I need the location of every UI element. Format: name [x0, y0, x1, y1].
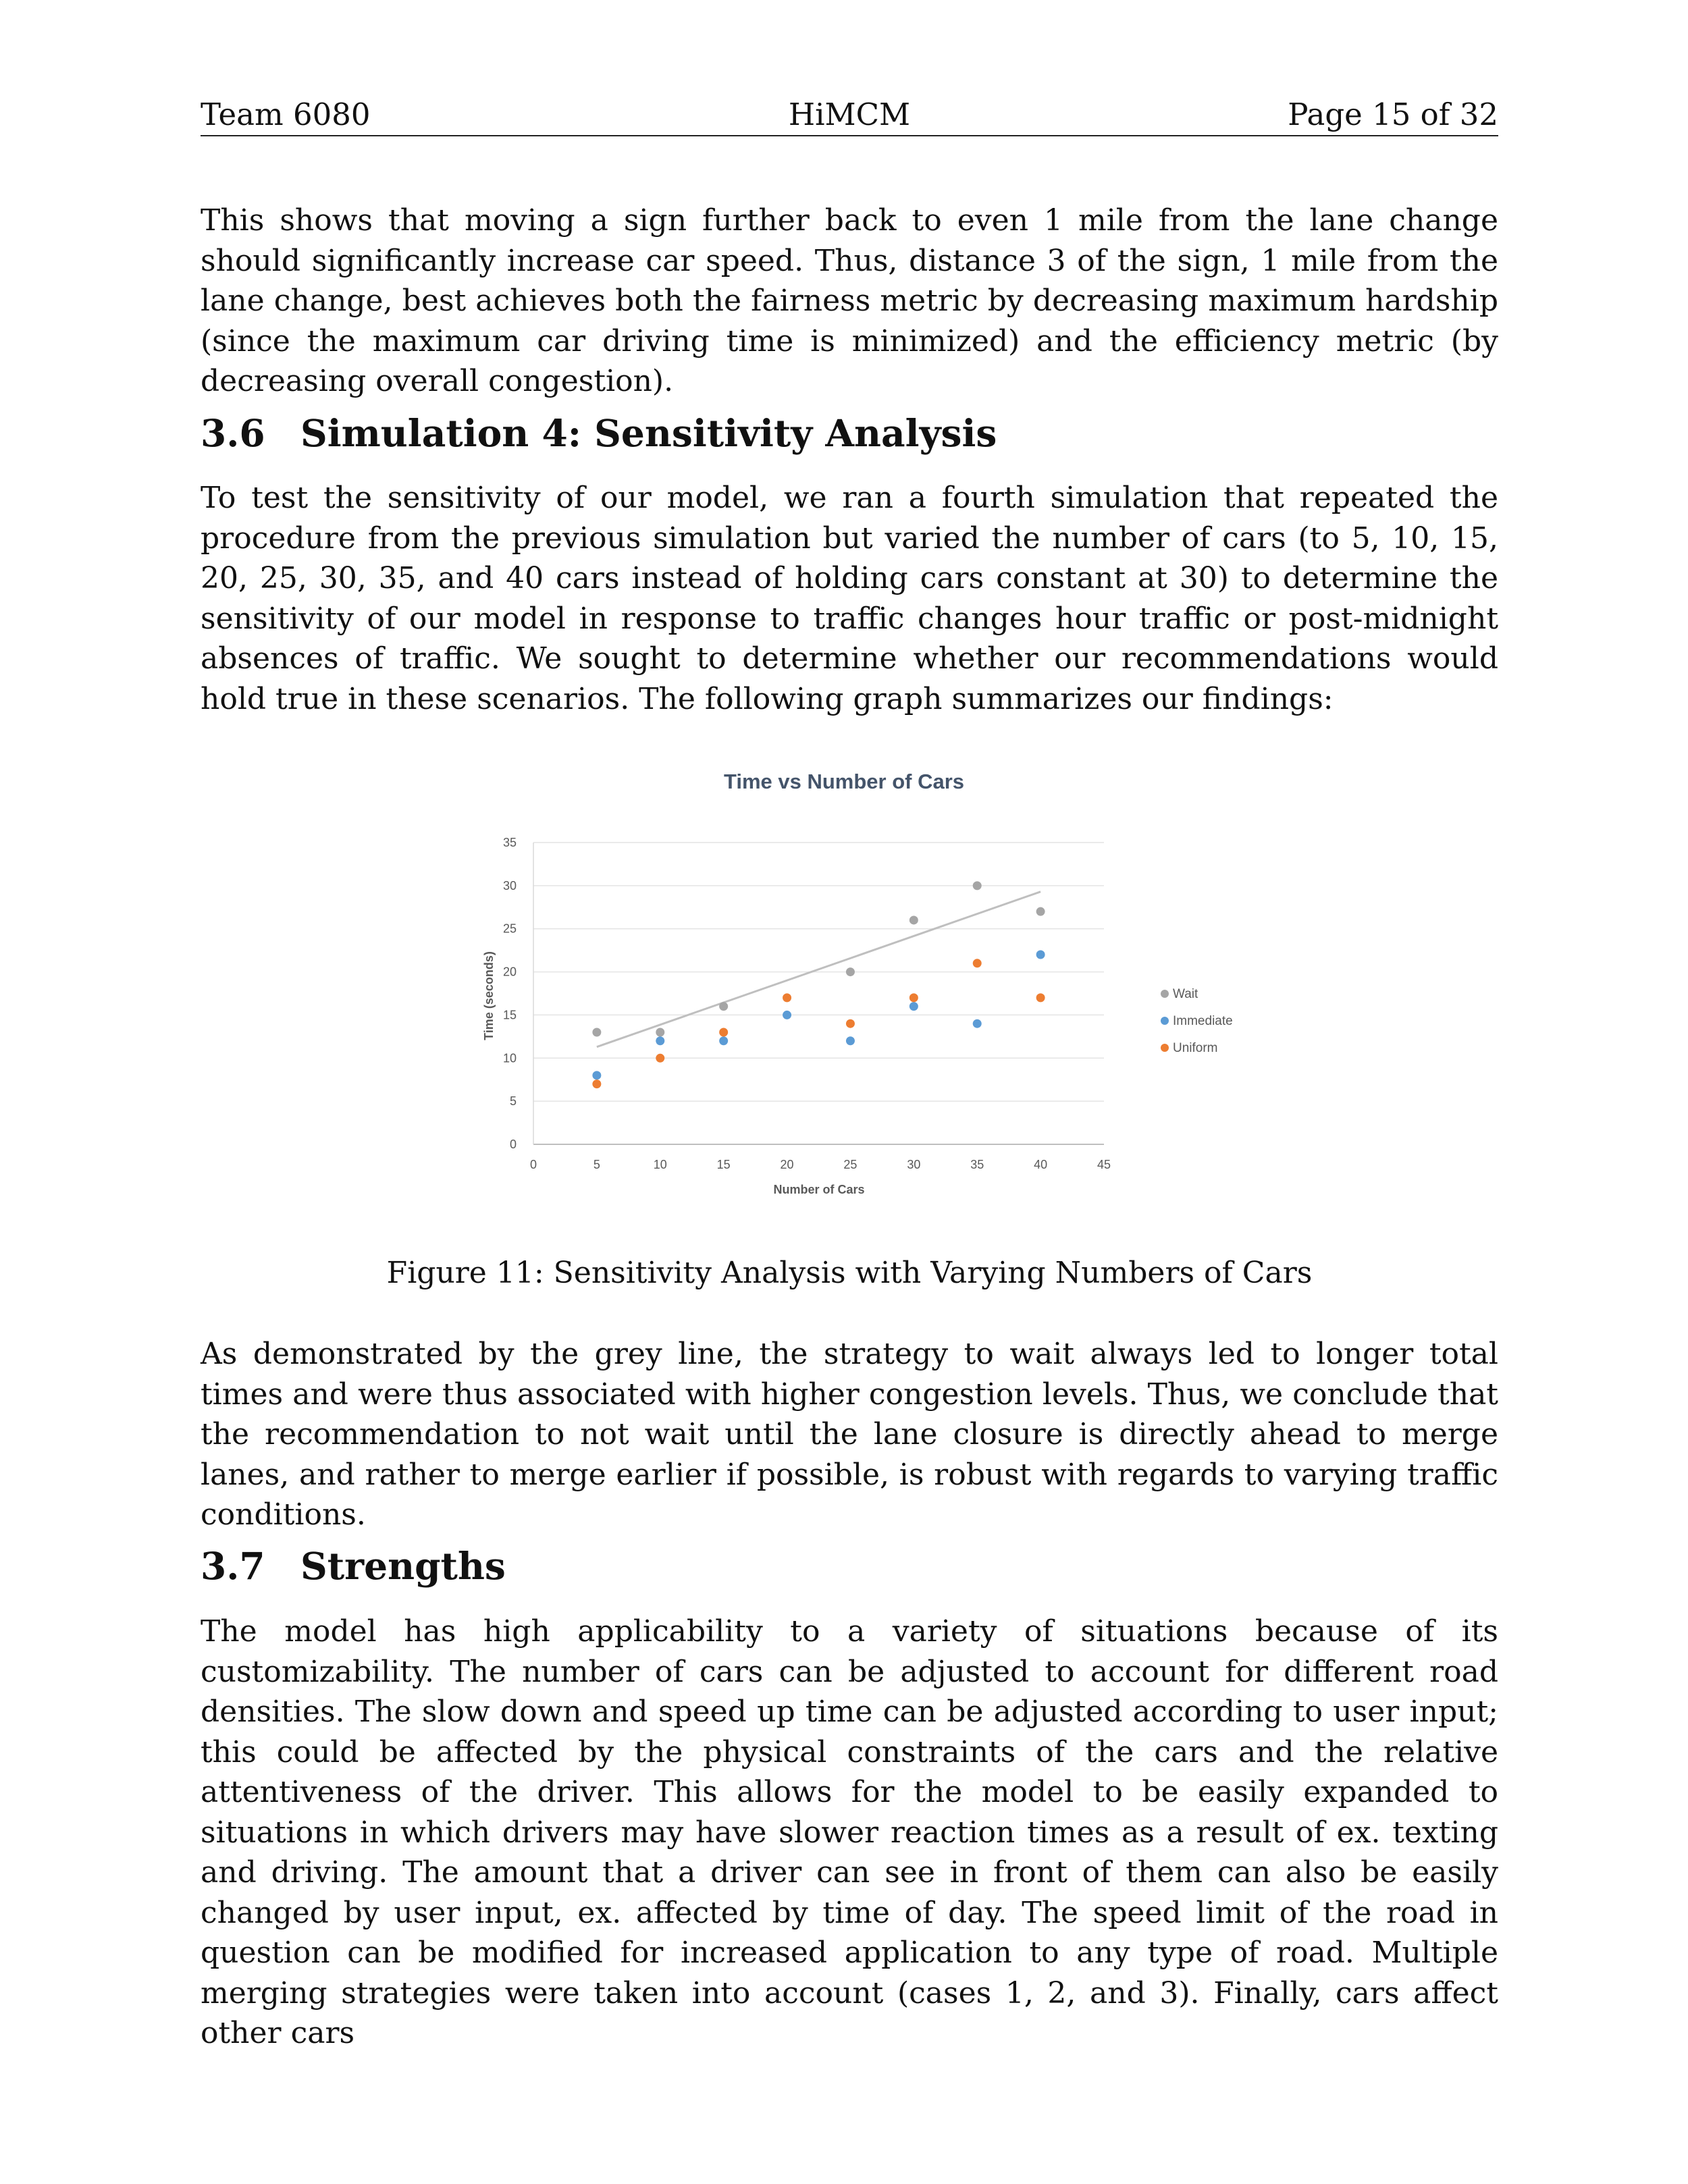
wait-data-point — [846, 967, 855, 976]
section-3-7-paragraph: The model has high applicability to a variety of situations because of its customizability. The number of cars can be adjusted to account for different road densities. The slow down and speed up time can be adjusted according to user input; this could be affected by the physical constraints of the cars and the relative attentiveness of the driver. This allows for the model to be easily expanded to situations in which drivers may have slower reaction times as a result of ex. texting and driving. The amount that a driver can see in front of them can also be easily changed by user input, ex. affected by time of day. The speed limit of the road in question can be modified for increased application to any type of road. Multiple merging strategies were taken into account (cases 1, 2, and 3). Finally, cars affect other cars — [201, 1614, 1498, 2050]
section-title: Strengths — [300, 1544, 506, 1588]
immediate-data-point — [1036, 951, 1045, 959]
y-tick-label: 10 — [502, 1051, 517, 1065]
legend-marker-uniform — [1161, 1044, 1169, 1052]
intro-paragraph: This shows that moving a sign further back to even 1 mile from the lane change should significantly increase car speed. Thus, distance 3 of the sign, 1 mile from the lane change, best achieves both the fairness metric by decreasing maximum hardship (since the maximum car driving time is minimized) and the efficiency metric (by decreasing overall congestion). — [201, 203, 1498, 398]
y-tick-label: 35 — [502, 836, 517, 849]
x-tick-label: 0 — [529, 1158, 537, 1171]
x-tick-label: 40 — [1034, 1158, 1048, 1171]
immediate-data-point — [973, 1019, 982, 1028]
legend-label-immediate: Immediate — [1173, 1014, 1233, 1028]
x-tick-label: 20 — [780, 1158, 794, 1171]
x-axis-label: Number of Cars — [773, 1183, 865, 1196]
immediate-data-point — [783, 1011, 791, 1019]
y-tick-label: 0 — [509, 1138, 517, 1151]
section-heading-3-7 — [201, 1543, 1498, 1590]
wait-data-point — [973, 881, 982, 890]
wait-data-point — [909, 915, 918, 924]
legend-label-uniform: Uniform — [1173, 1041, 1218, 1055]
figure-caption: Figure 11: Sensitivity Analysis with Varying Numbers of Cars — [386, 1256, 1313, 1290]
legend-marker-immediate — [1161, 1017, 1169, 1025]
header-contest: HiMCM — [788, 97, 911, 132]
y-tick-label: 5 — [509, 1094, 517, 1109]
x-tick-label: 5 — [593, 1158, 600, 1171]
uniform-data-point — [1036, 993, 1045, 1002]
y-axis-label: Time (seconds) — [482, 951, 496, 1040]
immediate-data-point — [592, 1071, 601, 1080]
section-3-6-paragraph: To test the sensitivity of our model, we ran a fourth simulation that repeated the procedure from the previous simulation but varied the number of cars (to 5, 10, 15, 20, 25, 30, 35, and 40 cars instead of holding cars constant at 30) to determine the sensitivity of our model in response to traffic changes hour traffic or post-midnight absences of traffic. We sought to determine whether our recommendations would hold true in these scenarios. The following graph summarizes our findings: — [201, 481, 1498, 716]
immediate-data-point — [656, 1036, 664, 1045]
wait-data-point — [1036, 907, 1045, 916]
y-tick-label: 20 — [502, 965, 517, 979]
section-number: 3.7 — [201, 1544, 265, 1588]
header-team: Team 6080 — [201, 97, 371, 132]
x-tick-label: 45 — [1097, 1158, 1111, 1171]
y-tick-label: 15 — [502, 1008, 517, 1022]
immediate-data-point — [909, 1002, 918, 1011]
wait-data-point — [656, 1028, 664, 1036]
uniform-data-point — [719, 1028, 728, 1036]
legend-marker-wait — [1161, 990, 1169, 998]
section-number: 3.6 — [201, 411, 265, 455]
chart-title: Time vs Number of Cars — [723, 770, 965, 793]
x-tick-label: 35 — [970, 1158, 984, 1171]
wait-data-point — [719, 1002, 728, 1011]
page-header — [201, 95, 1498, 136]
x-tick-label: 25 — [843, 1158, 858, 1171]
uniform-data-point — [656, 1054, 664, 1063]
header-page-number: Page 15 of 32 — [1288, 97, 1498, 132]
x-tick-label: 10 — [653, 1158, 667, 1171]
wait-data-point — [592, 1028, 601, 1036]
y-tick-label: 30 — [502, 878, 517, 893]
section-title: Simulation 4: Sensitivity Analysis — [300, 411, 997, 455]
x-tick-label: 30 — [907, 1158, 921, 1171]
after-figure-paragraph: As demonstrated by the grey line, the strategy to wait always led to longer total times and were thus associated with higher congestion levels. Thus, we conclude that the recommendation to not wait until the lane closure is directly ahead to merge lanes, and rather to merge earlier if possible, is robust with regards to varying traffic conditions. — [201, 1337, 1498, 1532]
uniform-data-point — [846, 1019, 855, 1028]
legend-label-wait: Wait — [1173, 987, 1198, 1001]
scatter-chart — [466, 756, 1269, 1208]
section-heading-3-6 — [201, 410, 1498, 457]
immediate-data-point — [719, 1036, 728, 1045]
uniform-data-point — [973, 959, 982, 967]
uniform-data-point — [592, 1080, 601, 1088]
y-tick-label: 25 — [502, 922, 517, 936]
immediate-data-point — [846, 1036, 855, 1045]
uniform-data-point — [909, 993, 918, 1002]
x-tick-label: 15 — [716, 1158, 731, 1171]
uniform-data-point — [783, 993, 791, 1002]
